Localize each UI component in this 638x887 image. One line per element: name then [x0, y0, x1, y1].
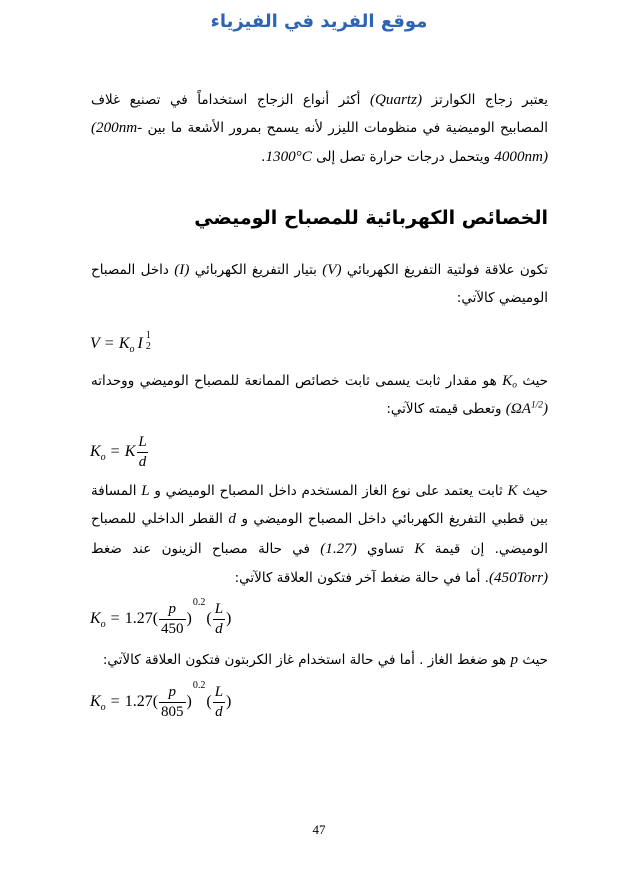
eq2-fraction-numerator: L	[138, 434, 147, 450]
intro-line-3-period: .	[261, 149, 266, 165]
eq4-close-paren-2: )	[226, 693, 232, 711]
eq3-length-fraction	[213, 600, 225, 639]
eq4-length-numerator: L	[214, 684, 224, 700]
wavelength-range-end: 4000nm)	[494, 149, 548, 165]
eq4-coefficient: 1.27(	[124, 693, 159, 711]
eq4-pressure-numerator: p	[168, 684, 177, 700]
ko-subscript: o	[512, 380, 517, 391]
eq4-pressure-denominator: 805	[161, 704, 184, 720]
site-header-title: موقع الفريد في الفيزياء	[210, 11, 428, 32]
k-definition-line-3-text-a: الوميضي. إن قيمة	[424, 541, 548, 557]
equation-voltage-current	[90, 330, 151, 355]
relation-line-2-content	[457, 286, 548, 310]
eq2-fraction	[136, 433, 148, 472]
pressure-symbol: p	[510, 652, 519, 668]
k-definition-line-3-text-c: في حالة مصباح الزينون عند ضغط	[91, 541, 321, 557]
k-definition-line-1-content	[91, 479, 548, 503]
k-definition-text-b: ثابت يعتمد على نوع الغاز المستخدم داخل المصباح الوميضي و	[149, 483, 508, 499]
eq2-equals-sign: =	[110, 443, 120, 461]
ko-definition-text-b: هو مقدار ثابت يسمى ثابت خصائص الممانعة للمصباح الوميضي ووحداته	[91, 373, 503, 389]
ko-letter: K	[502, 373, 513, 389]
k-definition-text-c: المسافة	[91, 483, 142, 499]
page-number: 47	[312, 822, 326, 837]
eq3-open-paren-2: (	[206, 610, 212, 628]
k-definition-line-4-text: . أما في حالة ضغط آخر فتكون العلاقة كالآتي:	[234, 570, 489, 586]
eq1-equals-sign: =	[104, 335, 114, 352]
ko-definition-line-2	[90, 397, 548, 421]
length-symbol: L	[141, 483, 150, 499]
k-constant-symbol-2: K	[414, 541, 425, 557]
equation-ko-xenon-pressure	[90, 597, 232, 639]
pressure-definition-content	[103, 648, 548, 672]
k-definition-line-3-text-b: تساوي	[356, 541, 415, 557]
xenon-k-value: (1.27)	[320, 541, 357, 557]
ko-symbol	[502, 373, 517, 389]
ko-definition-line-1-content	[91, 369, 548, 393]
k-definition-line-2	[90, 507, 548, 531]
intro-line-1	[90, 88, 548, 112]
eq1-current-symbol: I	[137, 335, 143, 352]
voltage-symbol: (V)	[322, 262, 342, 278]
relation-line-1	[90, 258, 548, 282]
ko-definition-line-2-text: وتعطى قيمته كالآتي:	[386, 401, 506, 417]
equation-ko-krypton	[90, 680, 232, 722]
eq4-exponent: 0.2	[192, 680, 206, 692]
intro-line-3-content	[261, 145, 548, 169]
k-definition-text-a: حيث	[517, 483, 548, 499]
k-definition-line-2-text-a: بين قطبي التفريغ الكهربائي داخل المصباح الوميضي و	[235, 511, 548, 527]
eq2-k-constant: K	[124, 443, 136, 461]
intro-line-1-content	[91, 88, 548, 112]
current-symbol: (I)	[174, 262, 190, 278]
eq3-length-denominator: d	[215, 621, 223, 637]
k-definition-line-4-content	[235, 566, 548, 590]
eq2-ko-letter: K	[90, 443, 101, 461]
eq4-equals-sign: =	[110, 693, 120, 711]
intro-line-2	[90, 116, 548, 140]
intro-line-1-text-b: أكثر أنواع الزجاج استخداماً في تصنيع غلاف	[90, 92, 370, 108]
eq3-ko-subscript: o	[100, 619, 106, 631]
eq4-length-fraction	[213, 683, 225, 722]
relation-line-1-text-c: داخل المصباح	[91, 262, 175, 278]
relation-line-2	[90, 286, 548, 310]
quartz-term: (Quartz)	[369, 92, 423, 108]
k-definition-line-2-content	[91, 507, 548, 531]
eq3-close-paren-2: )	[226, 610, 232, 628]
ko-definition-line-1	[90, 369, 548, 393]
eq1-exponent-numerator: 1	[145, 330, 151, 341]
relation-line-1-content	[91, 258, 548, 282]
eq2-fraction-denominator: d	[138, 454, 147, 470]
eq3-equals-sign: =	[110, 610, 120, 628]
reference-pressure: (450Torr)	[488, 570, 548, 586]
eq3-pressure-denominator: 450	[161, 621, 184, 637]
eq2-ko-subscript: o	[100, 452, 106, 464]
eq3-coefficient: 1.27(	[124, 610, 159, 628]
eq3-close-paren: )	[186, 610, 192, 628]
eq4-pressure-fraction	[159, 683, 186, 722]
eq1-voltage-symbol: V	[90, 335, 100, 352]
relation-line-1-text-a: تكون علاقة فولتية التفريغ الكهربائي	[341, 262, 548, 278]
k-definition-line-1	[90, 479, 548, 503]
eq3-pressure-numerator: p	[168, 601, 177, 617]
k-definition-line-3-content	[91, 537, 548, 561]
eq3-exponent: 0.2	[192, 597, 206, 609]
eq1-exponent	[146, 330, 151, 352]
intro-line-2-text: المصابيح الوميضية في منظومات الليزر لأنه يسمح بمرور الأشعة ما بين	[142, 120, 548, 136]
eq4-ko-subscript: o	[100, 702, 106, 714]
eq4-close-paren: )	[186, 693, 192, 711]
ko-unit-close: )	[542, 401, 548, 417]
k-definition-line-3	[90, 537, 548, 561]
ko-unit	[506, 401, 548, 417]
eq3-length-numerator: L	[214, 601, 224, 617]
ko-definition-line-2-content	[386, 397, 548, 421]
eq1-exponent-denominator: 2	[145, 341, 151, 352]
section-heading: الخصائص الكهربائية للمصباح الوميضي	[194, 207, 548, 229]
ko-unit-exponent: 1/2	[530, 400, 543, 411]
pressure-definition-text-b: هو ضغط الغاز . أما في حالة استخدام غاز الكربتون فتكون العلاقة كالآتي:	[102, 652, 511, 668]
k-definition-line-4	[90, 566, 548, 590]
pressure-definition-line	[90, 648, 548, 672]
intro-line-2-content	[91, 116, 548, 140]
eq4-length-denominator: d	[215, 704, 223, 720]
relation-line-2-text: الوميضي كالآتي:	[456, 290, 548, 306]
eq4-ko-letter: K	[90, 693, 101, 711]
ko-unit-open: (ΩA	[505, 401, 531, 417]
eq4-open-paren-2: (	[206, 693, 212, 711]
intro-line-3	[90, 145, 548, 169]
wavelength-range-start: (200nm-	[91, 120, 143, 136]
eq3-pressure-fraction	[159, 600, 186, 639]
pressure-definition-text-a: حيث	[518, 652, 548, 668]
ko-definition-text-a: حيث	[516, 373, 548, 389]
eq1-ko-subscript: o	[129, 344, 135, 355]
diameter-symbol: d	[228, 511, 236, 527]
k-definition-line-2-text-b: القطر الداخلي للمصباح	[91, 511, 229, 527]
equation-ko-formula	[90, 433, 150, 472]
eq3-ko-letter: K	[90, 610, 101, 628]
intro-line-3-text: ويتحمل درجات حرارة تصل إلى	[311, 149, 495, 165]
eq1-ko-letter: K	[118, 335, 130, 352]
k-constant-symbol: K	[507, 483, 518, 499]
relation-line-1-text-b: بتيار التفريغ الكهربائي	[189, 262, 323, 278]
max-temperature: 1300°C	[265, 149, 312, 165]
intro-line-1-text-a: يعتبر زجاج الكوارتز	[422, 92, 548, 108]
